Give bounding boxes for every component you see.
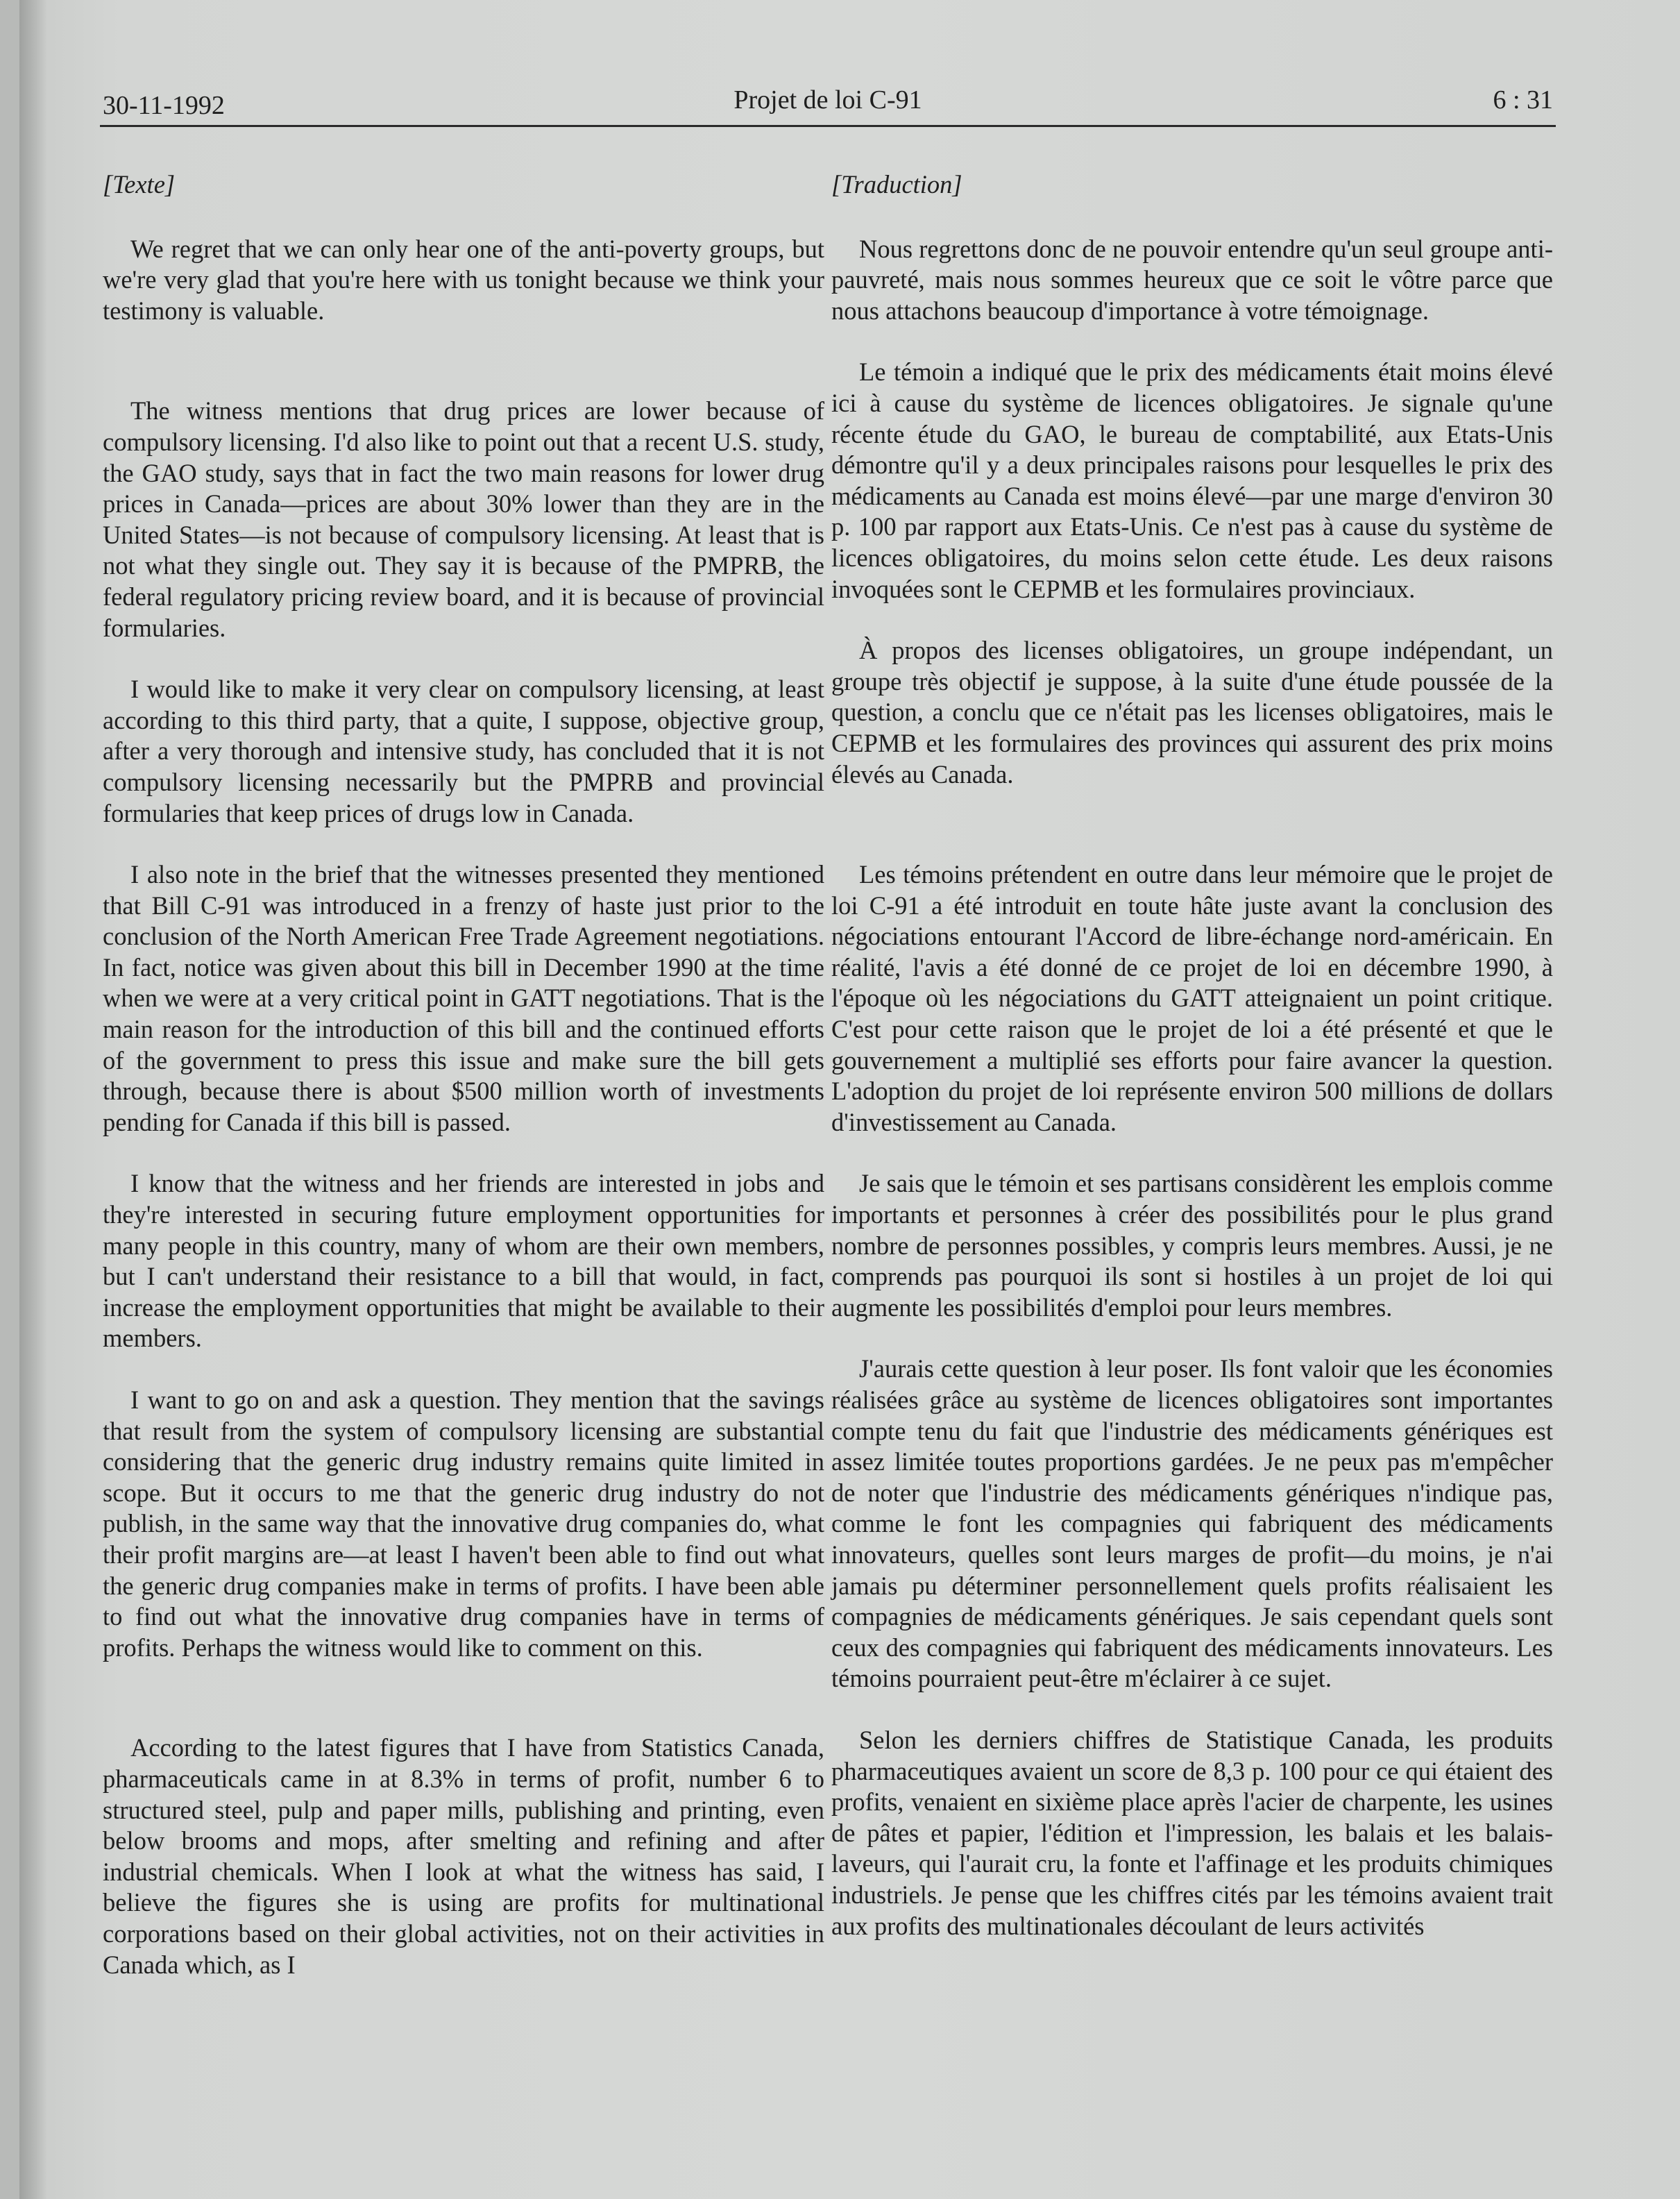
paragraph: I would like to make it very clear on compulsory licensing, at least according to this third party, that a quite, I suppose, objective group, after a very thorough and intensive study, has concluded that it is not compulsory licensing necessarily but the PMPRB and provincial formularies that keep prices of drugs low in Canada. — [103, 675, 824, 827]
column-label-texte: [Texte] — [103, 170, 176, 199]
running-header — [103, 85, 1553, 124]
column-label-traduction: [Traduction] — [831, 170, 962, 199]
english-column — [103, 169, 824, 1980]
paragraph: The witness mentions that drug prices are lower because of compulsory licensing. I'd also like to point out that a recent U.S. study, the GAO study, says that in fact the two main reasons for lower drug prices in Canada—prices are about 30% lower than they are in the United States—is not because of compulsory licensing. At least that is not what they single out. They say it is because of the PMPRB, the federal regulatory pricing review board, and it is because of provincial formularies. — [103, 396, 824, 642]
document-page — [19, 0, 1680, 2199]
header-title: Projet de loi C-91 — [733, 85, 922, 115]
header-rule — [100, 125, 1556, 127]
paragraph: J'aurais cette question à leur poser. Ils font valoir que les économies réalisées grâce au système de licences obligatoires sont importantes compte tenu du fait que l'industrie des médicaments génériques est assez limitée toutes proportions gardées. Je ne peux pas m'empêcher de noter que l'industrie des médicaments génériques n'indique pas, comme le font les compagnies qui fabriquent des médicaments innovateurs, quelles sont leurs marges de profit—du moins, je n'ai jamais pu déterminer personnellement quels profits réalisaient les compagnies de médicaments génériques. Je sais cependant quels sont ceux des compagnies qui fabriquent des médicaments innovateurs. Les témoins pourraient peut-être m'éclairer à ce sujet. — [831, 1354, 1553, 1693]
header-page-number: 6 : 31 — [1493, 85, 1553, 115]
paragraph: Le témoin a indiqué que le prix des médicaments était moins élevé ici à cause du système de licences obligatoires. Je signale qu'une récente étude du GAO, le bureau de comptabilité, aux Etats-Unis démontre qu'il y a deux principales raisons pour lesquelles le prix des médicaments au Canada est moins élevé—par une marge d'environ 30 p. 100 par rapport aux Etats-Unis. Ce n'est pas à cause du système de licences obligatoires, du moins selon cette étude. Les deux raisons invoquées sont le CEPMB et les formulaires provinciaux. — [831, 357, 1553, 603]
paragraph: À propos des licenses obligatoires, un groupe indépendant, un groupe très objectif je suppose, à la suite d'une étude poussée de la question, a conclu que ce n'était pas les licenses obligatoires, mais le CEPMB et les formulaires des provinces qui assurent des prix moins élevés au Canada. — [831, 636, 1553, 789]
paragraph: I also note in the brief that the witnesses presented they mentioned that Bill C-91 was introduced in a frenzy of haste just prior to the conclusion of the North American Free Trade Agreement negotiations. In fact, notice was given about this bill in December 1990 at the time when we were at a very critical point in GATT negotiations. That is the main reason for the introduction of this bill and the continued efforts of the government to press this issue and make sure the bill gets through, because there is about $500 million worth of investments pending for Canada if this bill is passed. — [103, 860, 824, 1136]
paragraph: Les témoins prétendent en outre dans leur mémoire que le projet de loi C-91 a été introduit en toute hâte juste avant la conclusion des négociations entourant l'Accord de libre-échange nord-américain. En réalité, l'avis a été donné de ce projet de loi en décembre 1990, à l'époque où les négociations du GATT atteignaient un point critique. C'est pour cette raison que le projet de loi a été présenté et que le gouvernement a multiplié ses efforts pour faire avancer la question. L'adoption du projet de loi représente environ 500 millions de dollars d'investissement au Canada. — [831, 860, 1553, 1136]
paragraph: Nous regrettons donc de ne pouvoir entendre qu'un seul groupe anti-pauvreté, mais nous sommes heureux que ce soit le vôtre parce que nous attachons beaucoup d'importance à votre témoignage. — [831, 234, 1553, 325]
paragraph: According to the latest figures that I have from Statistics Canada, pharmaceuticals came in at 8.3% in terms of profit, number 6 to structured steel, pulp and paper mills, publishing and printing, even below brooms and mops, after smelting and refining and after industrial chemicals. When I look at what the witness has said, I believe the figures she is using are profits for multinational corporations based on their global activities, not on their activities in Canada which, as I — [103, 1733, 824, 1979]
page-edge-shadow — [19, 0, 47, 2199]
paragraph: Je sais que le témoin et ses partisans considèrent les emplois comme importants et personnes à créer des possibilités pour le plus grand nombre de personnes possibles, y compris leurs membres. Aussi, je ne comprends pas pourquoi ils sont si hostiles à un projet de loi qui augmente les possibilités d'emploi pour leurs membres. — [831, 1169, 1553, 1322]
french-column — [831, 169, 1553, 1941]
header-date: 30-11-1992 — [103, 91, 225, 120]
paragraph: We regret that we can only hear one of the anti-poverty groups, but we're very glad that you're here with us tonight because we think your testimony is valuable. — [103, 234, 824, 325]
paragraph: Selon les derniers chiffres de Statistique Canada, les produits pharmaceutiques avaient un score de 8,3 p. 100 pour ce qui étaient des profits, venaient en sixième place après l'acier de charpente, les usines de pâtes et papier, l'édition et l'impression, les balais et les balais-laveurs, qui l'aurait cru, la fonte et l'affinage et les produits chimiques industriels. Je pense que les chiffres cités par les témoins avaient trait aux profits des multinationales découlant de leurs activités — [831, 1725, 1553, 1940]
paragraph: I know that the witness and her friends are interested in jobs and they're interested in securing future employment opportunities for many people in this country, many of whom are their own members, but I can't understand their resistance to a bill that would, in fact, increase the employment opportunities that might be available to their members. — [103, 1169, 824, 1353]
paragraph: I want to go on and ask a question. They mention that the savings that result from the system of compulsory licensing are substantial considering that the generic drug industry remains quite limited in scope. But it occurs to me that the generic drug industry do not publish, in the same way that the innovative drug companies do, what their profit margins are—at least I haven't been able to find out what the generic drug companies make in terms of profits. I have been able to find out what the innovative drug companies have in terms of profits. Perhaps the witness would like to comment on this. — [103, 1385, 824, 1662]
